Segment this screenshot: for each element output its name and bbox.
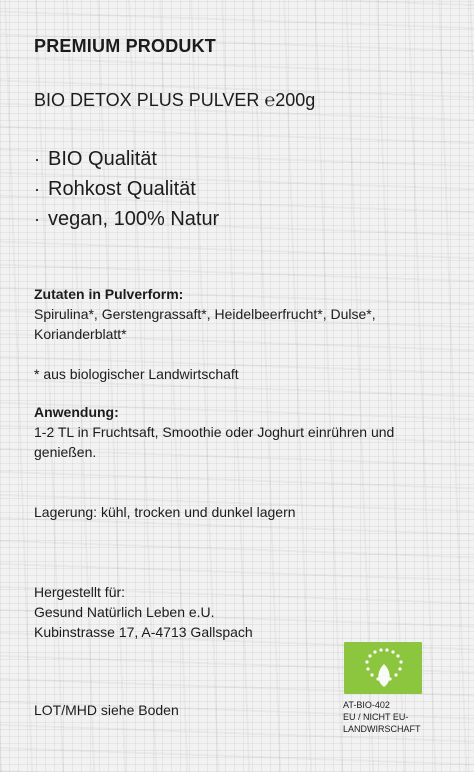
- ingredients-text: Spirulina*, Gerstengrassaft*, Heidelbeerfrucht*, Dulse*, Korianderblatt*: [34, 306, 376, 342]
- certification-text: [343, 699, 421, 735]
- eu-organic-leaf-icon: [344, 642, 422, 694]
- quality-item-label: vegan, 100% Natur: [48, 208, 220, 230]
- producer-name: Gesund Natürlich Leben e.U.: [34, 604, 215, 620]
- usage-title: Anwendung:: [34, 404, 119, 420]
- ingredients-title: Zutaten in Pulverform:: [34, 286, 184, 302]
- quality-item: [34, 204, 219, 234]
- quality-item: [34, 174, 219, 204]
- quality-item: [34, 144, 219, 174]
- label-heading: PREMIUM PRODUKT: [34, 36, 216, 56]
- producer-label: Hergestellt für:: [34, 584, 126, 600]
- bullet-icon: ·: [34, 179, 40, 199]
- cert-line: AT-BIO-402: [343, 700, 390, 710]
- cert-line: EU / NICHT EU-: [343, 712, 409, 722]
- lot-text: LOT/MHD siehe Boden: [34, 702, 179, 718]
- storage-text: Lagerung: kühl, trocken und dunkel lagern: [34, 504, 296, 520]
- product-name: BIO DETOX PLUS PULVER ℮200g: [34, 90, 316, 110]
- organic-footnote: * aus biologischer Landwirtschaft: [34, 366, 239, 382]
- bullet-icon: ·: [34, 149, 40, 169]
- quality-list: [34, 144, 219, 234]
- cert-line: LANDWIRSCHAFT: [343, 724, 421, 734]
- quality-item-label: BIO Qualität: [48, 148, 157, 170]
- producer-address: Kubinstrasse 17, A-4713 Gallspach: [34, 624, 253, 640]
- quality-item-label: Rohkost Qualität: [48, 178, 196, 200]
- bullet-icon: ·: [34, 209, 40, 229]
- usage-text: 1-2 TL in Fruchtsaft, Smoothie oder Joghurt einrühren und genießen.: [34, 424, 395, 460]
